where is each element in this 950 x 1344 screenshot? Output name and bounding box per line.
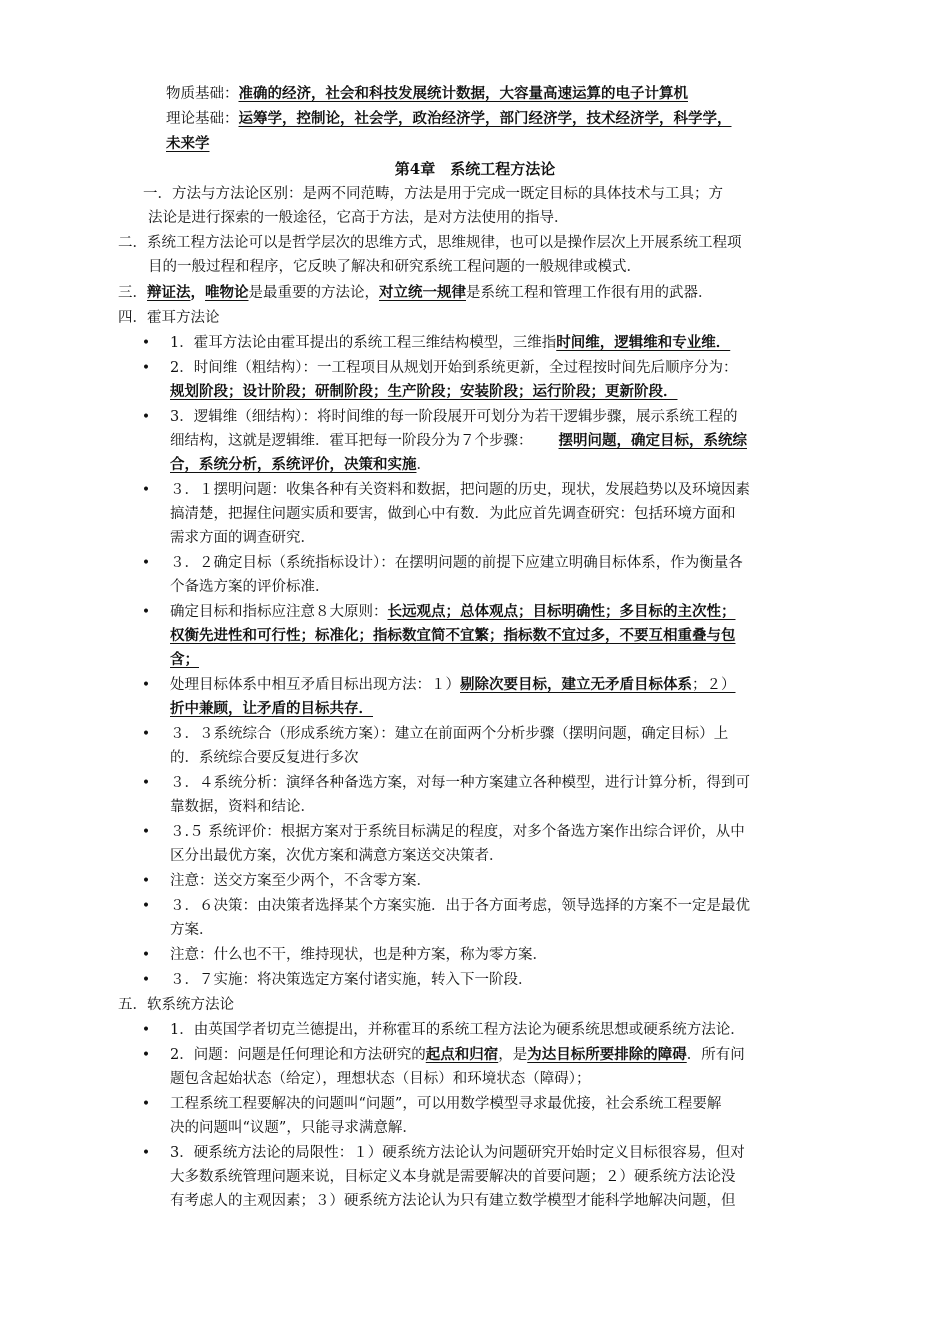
- bullet-icon: •: [141, 1096, 151, 1112]
- eight-principles-label: 确定目标和指标应注意８大原则：: [170, 604, 388, 620]
- conflict-resolution-label: 处理目标体系中相互矛盾目标出现方法：１）: [170, 677, 460, 693]
- section-2-text-cont: 目的一般过程和程序，它反映了解决和研究系统工程问题的一般规律或模式．: [148, 259, 641, 275]
- section-3-prefix: 三．: [118, 285, 147, 301]
- bullet-icon: •: [141, 360, 151, 376]
- soft-item-2: [170, 1044, 745, 1066]
- term-unity-of-opposites: 对立统一规律: [379, 284, 466, 301]
- hall-item-1-text: 1．霍耳方法论由霍耳提出的系统工程三维结构模型，三维指: [170, 335, 557, 351]
- hall-item-2: 2．时间维（粗结构）：一工程项目从规划开始到系统更新，全过程按时间先后顺序分为：: [170, 360, 738, 376]
- material-basis-line: [166, 83, 688, 105]
- remove-secondary-goals-term: 剔除次要目标，建立无矛盾目标体系: [460, 676, 692, 693]
- step-3-4: ３．４系统分析：演绎各种备选方案，对每一种方案建立各种模型，进行计算分析，得到可: [170, 775, 750, 791]
- step-3-3: ３．３系统综合（形成系统方案）：建立在前面两个分析步骤（摆明问题，确定目标）上: [170, 726, 729, 742]
- step-3-1: ３．１摆明问题：收集各种有关资料和数据，把问题的历史，现状，发展趋势以及环境因素: [170, 482, 750, 498]
- hall-item-3-end: ．: [416, 457, 431, 473]
- soft-item-3-cont-2: 有考虑人的主观因素；３）硬系统方法论认为只有建立数学模型才能科学地解决问题，但: [170, 1193, 736, 1209]
- eight-principles-cont-2: 含；: [170, 651, 199, 668]
- soft-item-2-text: 2．问题：问题是任何理论和方法研究的: [170, 1047, 426, 1063]
- bullet-icon: •: [141, 555, 151, 571]
- term-materialism: 唯物论: [205, 284, 249, 301]
- theory-basis-value-cont: 未来学: [166, 135, 210, 152]
- bullet-icon: •: [141, 1022, 151, 1038]
- section-2-text: 二．系统工程方法论可以是哲学层次的思维方式，思维规律，也可以是操作层次上开展系统工程项: [118, 235, 742, 251]
- bullet-icon: •: [141, 1145, 151, 1161]
- bullet-icon: •: [141, 604, 151, 620]
- section-4-heading: 四．霍耳方法论: [118, 310, 220, 326]
- step-3-6: ３．６决策：由决策者选择某个方案实施．出于各方面考虑，领导选择的方案不一定是最优: [170, 898, 750, 914]
- soft-item-problem-vs-issue: 工程系统工程要解决的问题叫“问题”，可以用数学模型寻求最优接，社会系统工程要解: [170, 1096, 722, 1112]
- bullet-icon: •: [141, 677, 151, 693]
- note-1: 注意：送交方案至少两个，不含零方案．: [170, 873, 431, 889]
- step-3-2-cont: 个备选方案的评价标准．: [170, 579, 330, 595]
- obstacle-term: 为达目标所要排除的障碍: [527, 1046, 687, 1063]
- soft-item-3: 3．硬系统方法论的局限性：１）硬系统方法论认为问题研究开始时定义目标很容易，但对: [170, 1145, 745, 1161]
- eight-principles: [170, 601, 736, 623]
- soft-item-1: 1．由英国学者切克兰德提出，并称霍耳的系统工程方法论为硬系统思想或硬系统方法论．: [170, 1022, 745, 1038]
- bullet-icon: •: [141, 775, 151, 791]
- section-5-heading: 五．软系统方法论: [118, 997, 234, 1013]
- logic-steps-term-cont: 合，系统分析，系统评价，决策和实施: [170, 456, 417, 473]
- hall-item-3: 3．逻辑维（细结构）：将时间维的每一阶段展开可划分为若干逻辑步骤，展示系统工程的: [170, 409, 738, 425]
- section-3-end: 是系统工程和管理工作很有用的武器．: [466, 285, 713, 301]
- bullet-icon: •: [141, 898, 151, 914]
- bullet-icon: •: [141, 972, 151, 988]
- material-basis-label: 物质基础：: [166, 86, 239, 102]
- step-3-3-cont: 的．系统综合要反复进行多次: [170, 750, 359, 766]
- soft-item-3-cont: 大多数系统管理问题来说，目标定义本身就是需要解决的首要问题；２）硬系统方法论没: [170, 1169, 736, 1185]
- note-2: 注意：什么也不干，维持现状，也是种方案，称为零方案．: [170, 947, 547, 963]
- step-3-5: ３.５ 系统评价：根据方案对于系统目标满足的程度，对多个备选方案作出综合评价，从中: [170, 824, 745, 840]
- material-basis-value: 准确的经济，社会和科技发展统计数据，大容量高速运算的电子计算机: [238, 85, 688, 102]
- eight-principles-cont: 权衡先进性和可行性；标准化；指标数宜简不宜繁；指标数不宜过多，不要互相重叠与包: [170, 627, 736, 644]
- eight-principles-term: 长远观点；总体观点；目标明确性；多目标的主次性；: [387, 603, 736, 620]
- step-3-5-cont: 区分出最优方案，次优方案和满意方案送交决策者．: [170, 848, 504, 864]
- bullet-icon: •: [141, 726, 151, 742]
- step-3-4-cont: 靠数据，资料和结论．: [170, 799, 315, 815]
- bullet-icon: •: [141, 873, 151, 889]
- conflict-resolution-sep: ；２）: [692, 677, 736, 693]
- section-3-mid: 是最重要的方法论，: [248, 285, 379, 301]
- theory-basis-line: [166, 108, 732, 130]
- hall-item-3-text: 细结构，这就是逻辑维．霍耳把每一阶段分为７个步骤：: [170, 433, 533, 449]
- theory-basis-value: 运筹学，控制论，社会学，政治经济学，部门经济学，技术经济学，科学学，: [238, 110, 732, 127]
- bullet-icon: •: [141, 335, 151, 351]
- soft-item-2-cont: 题包含起始状态（给定），理想状态（目标）和环境状态（障碍）；: [170, 1071, 591, 1087]
- bullet-icon: •: [141, 947, 151, 963]
- bullet-icon: •: [141, 482, 151, 498]
- section-3-comma: ，: [190, 284, 205, 301]
- compromise-term: 折中兼顾，让矛盾的目标共存．: [170, 700, 373, 717]
- step-3-7: ３．７实施：将决策选定方案付诸实施，转入下一阶段．: [170, 972, 533, 988]
- section-1-text-cont: 法论是进行探索的一般途径，它高于方法，是对方法使用的指导．: [148, 210, 569, 226]
- logic-steps-term: 摆明问题，确定目标，系统综: [558, 432, 747, 449]
- step-3-1-cont: 搞清楚，把握住问题实质和要害，做到心中有数．为此应首先调查研究：包括环境方面和: [170, 506, 736, 522]
- bullet-icon: •: [141, 409, 151, 425]
- conflict-resolution: [170, 674, 736, 696]
- soft-item-2-mid: ，是: [498, 1047, 528, 1063]
- soft-item-problem-vs-issue-cont: 决的问题叫“议题”，只能寻求满意解．: [170, 1120, 417, 1136]
- hall-item-3-cont-2: [170, 454, 431, 476]
- theory-basis-label: 理论基础：: [166, 111, 239, 127]
- chapter-title: 第4章 系统工程方法论: [394, 160, 556, 178]
- soft-item-2-end: ．所有问: [686, 1047, 745, 1063]
- start-and-end-term: 起点和归宿: [425, 1046, 499, 1063]
- hall-item-3-cont: [170, 430, 747, 452]
- step-3-2: ３．２确定目标（系统指标设计）：在摆明问题的前提下应建立明确目标体系，作为衡量各: [170, 555, 743, 571]
- step-3-1-cont-2: 需求方面的调查研究．: [170, 530, 315, 546]
- term-dialectics: 辩证法: [147, 284, 191, 301]
- step-3-6-cont: 方案．: [170, 922, 214, 938]
- hall-item-1: [170, 332, 730, 354]
- three-dimensions-term: 时间维，逻辑维和专业维．: [556, 334, 731, 351]
- bullet-icon: •: [141, 1047, 151, 1063]
- section-1-text: 一．方法与方法论区别：是两不同范畴，方法是用于完成一既定目标的具体技术与工具；方: [143, 186, 723, 202]
- time-dimension-stages: 规划阶段；设计阶段；研制阶段；生产阶段；安装阶段；运行阶段；更新阶段．: [170, 383, 678, 400]
- section-3-text: [118, 282, 713, 304]
- bullet-icon: •: [141, 824, 151, 840]
